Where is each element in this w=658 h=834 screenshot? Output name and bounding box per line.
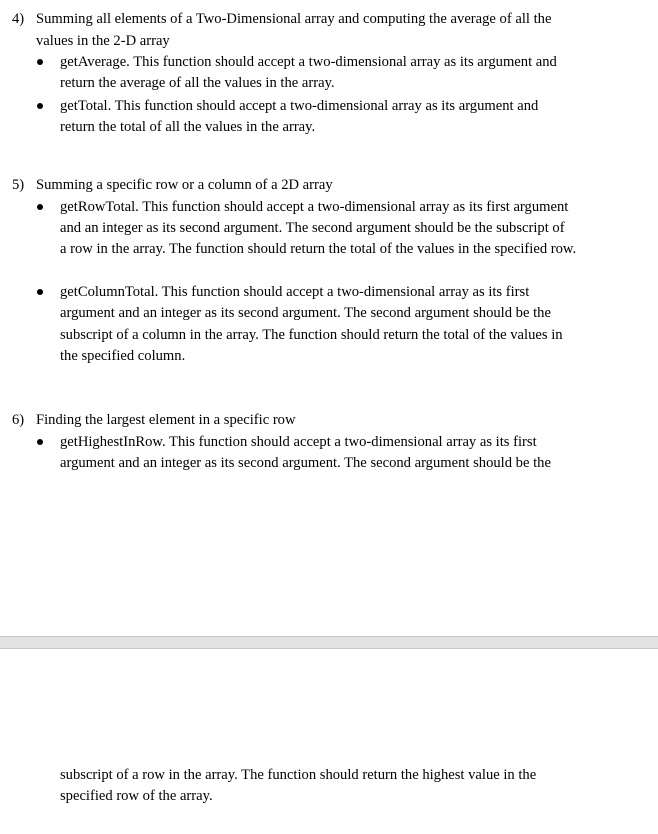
section-heading-line: Summing all elements of a Two-Dimensional array and computing the average of all the <box>36 11 552 27</box>
bullet-text-line: the specified column. <box>60 348 186 364</box>
bullet-icon <box>37 289 43 295</box>
bullet-icon <box>37 439 43 445</box>
bullet-icon <box>37 103 43 109</box>
bullet-text-line: getHighestInRow. This function should accept a two-dimensional array as its first <box>60 434 537 450</box>
bullet-text-line: getTotal. This function should accept a two-dimensional array as its argument and <box>60 98 539 114</box>
bullet-text-line: argument and an integer as its second argument. The second argument should be the <box>60 455 551 471</box>
section-heading-line: Summing a specific row or a column of a 2D array <box>36 177 333 193</box>
bullet-text-line: return the total of all the values in the array. <box>60 119 316 135</box>
bullet-text-line: getAverage. This function should accept a two-dimensional array as its argument and <box>60 54 557 70</box>
bullet-text-line: subscript of a column in the array. The function should return the total of the values in <box>60 327 563 343</box>
section-number: 6) <box>12 412 25 428</box>
bullet-text-line: return the average of all the values in the array. <box>60 75 335 91</box>
bullet-icon <box>37 204 43 210</box>
bullet-icon <box>37 59 43 65</box>
bullet-text-line: getRowTotal. This function should accept a two-dimensional array as its first argument <box>60 199 569 215</box>
bullet-text-line: and an integer as its second argument. The second argument should be the subscript of <box>60 220 565 236</box>
section-heading-line: Finding the largest element in a specific row <box>36 412 296 428</box>
section-heading-line: values in the 2-D array <box>36 33 170 49</box>
page-break-separator <box>0 636 658 649</box>
bullet-text-line: argument and an integer as its second argument. The second argument should be the <box>60 305 551 321</box>
bullet-text-line: a row in the array. The function should return the total of the values in the specified row. <box>60 241 577 257</box>
document-page-2 <box>0 649 658 834</box>
continuation-text-line: specified row of the array. <box>60 788 213 804</box>
section-number: 5) <box>12 177 25 193</box>
continuation-text-line: subscript of a row in the array. The function should return the highest value in the <box>60 767 537 783</box>
section-number: 4) <box>12 11 25 27</box>
bullet-text-line: getColumnTotal. This function should accept a two-dimensional array as its first <box>60 284 530 300</box>
